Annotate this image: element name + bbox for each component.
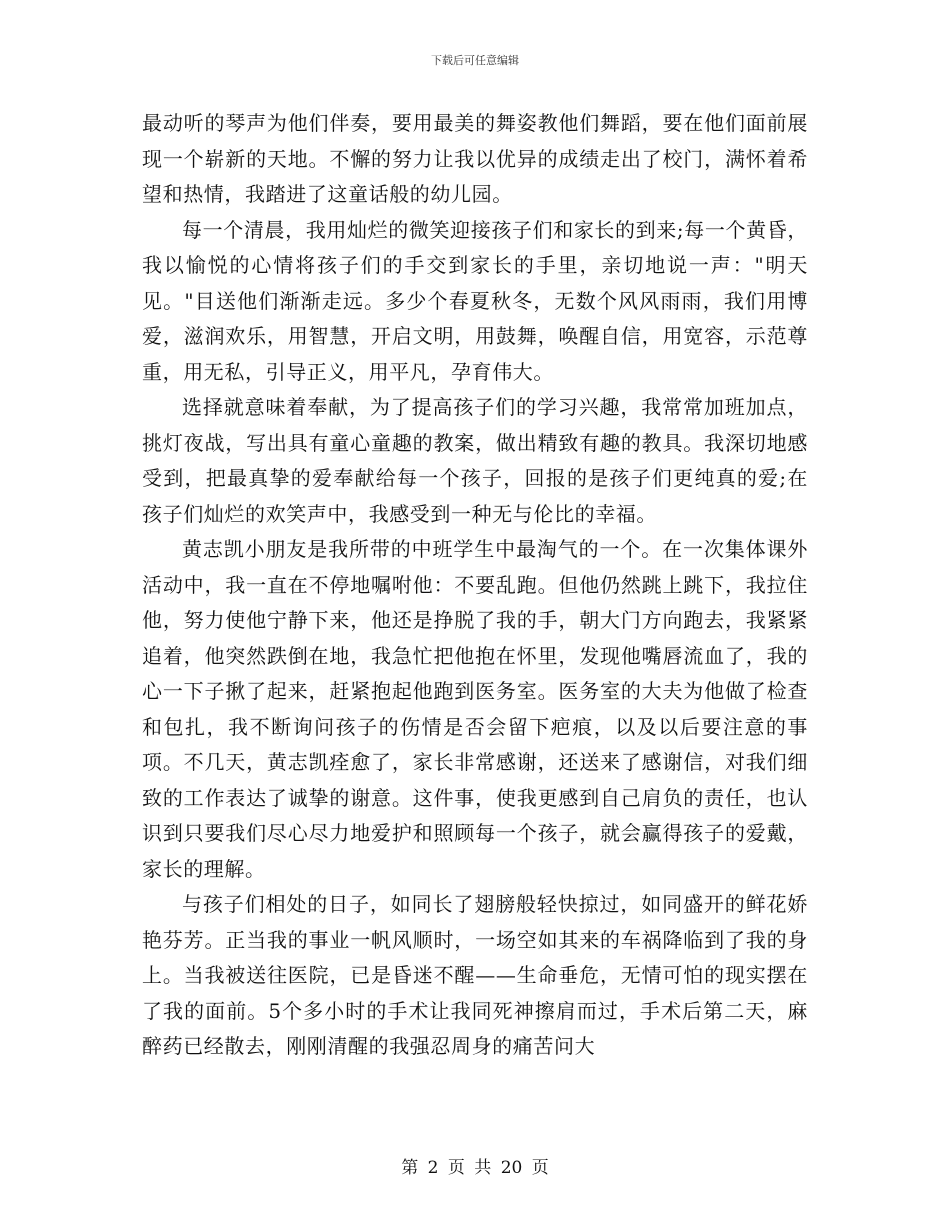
paragraph-4: 黄志凯小朋友是我所带的中班学生中最淘气的一个。在一次集体课外活动中，我一直在不停地嘱咐他：不要乱跑。但他仍然跳上跳下，我拉住他，努力使他宁静下来，他还是挣脱了我的手，朝大门方向跑去，我紧紧追着，他突然跌倒在地，我急忙把他抱在怀里，发现他嘴唇流血了，我的心一下子揪了起来，赶紧抱起他跑到医务室。医务室的大夫为他做了检查和包扎，我不断询问孩子的伤情是否会留下疤痕，以及以后要注意的事项。不几天，黄志凯痊愈了，家长非常感谢，还送来了感谢信，对我们细致的工作表达了诚挚的谢意。这件事，使我更感到自己肩负的责任，也认识到只要我们尽心尽力地爱护和照顾每一个孩子，就会赢得孩子的爱戴，家长的理解。 bbox=[142, 537, 808, 881]
page-footer: 第 2 页 共 20 页 bbox=[401, 1158, 549, 1178]
paragraph-5: 与孩子们相处的日子，如同长了翅膀般轻快掠过，如同盛开的鲜花娇艳芬芳。正当我的事业一帆风顺时，一场空如其来的车祸降临到了我的身上。当我被送往医院，已是昏迷不醒——生命垂危，无情可怕的现实摆在了我的面前。5个多小时的手术让我同死神擦肩而过，手术后第二天，麻醉药已经散去，刚刚清醒的我强忍周身的痛苦问大 bbox=[142, 892, 808, 1058]
paragraph-2: 每一个清晨，我用灿烂的微笑迎接孩子们和家长的到来;每一个黄昏，我以愉悦的心情将孩子们的手交到家长的手里，亲切地说一声："明天见。"目送他们渐渐走远。多少个春夏秋冬，无数个风风雨雨，我们用博爱，滋润欢乐，用智慧，开启文明，用鼓舞，唤醒自信，用宽容，示范尊重，用无私，引导正义，用平凡，孕育伟大。 bbox=[142, 217, 808, 384]
paragraph-3: 选择就意味着奉献，为了提高孩子们的学习兴趣，我常常加班加点，挑灯夜战，写出具有童心童趣的教案，做出精致有趣的教具。我深切地感受到，把最真挚的爱奉献给每一个孩子，回报的是孩子们更纯真的爱;在孩子们灿烂的欢笑声中，我感受到一种无与伦比的幸福。 bbox=[142, 395, 808, 526]
page-header: 下载后可任意编辑 bbox=[431, 54, 519, 67]
document-body bbox=[142, 106, 808, 1065]
paragraph-1: 最动听的琴声为他们伴奏，要用最美的舞姿教他们舞蹈，要在他们面前展现一个崭新的天地。不懈的努力让我以优异的成绩走出了校门，满怀着希望和热情，我踏进了这童话般的幼儿园。 bbox=[142, 111, 808, 206]
